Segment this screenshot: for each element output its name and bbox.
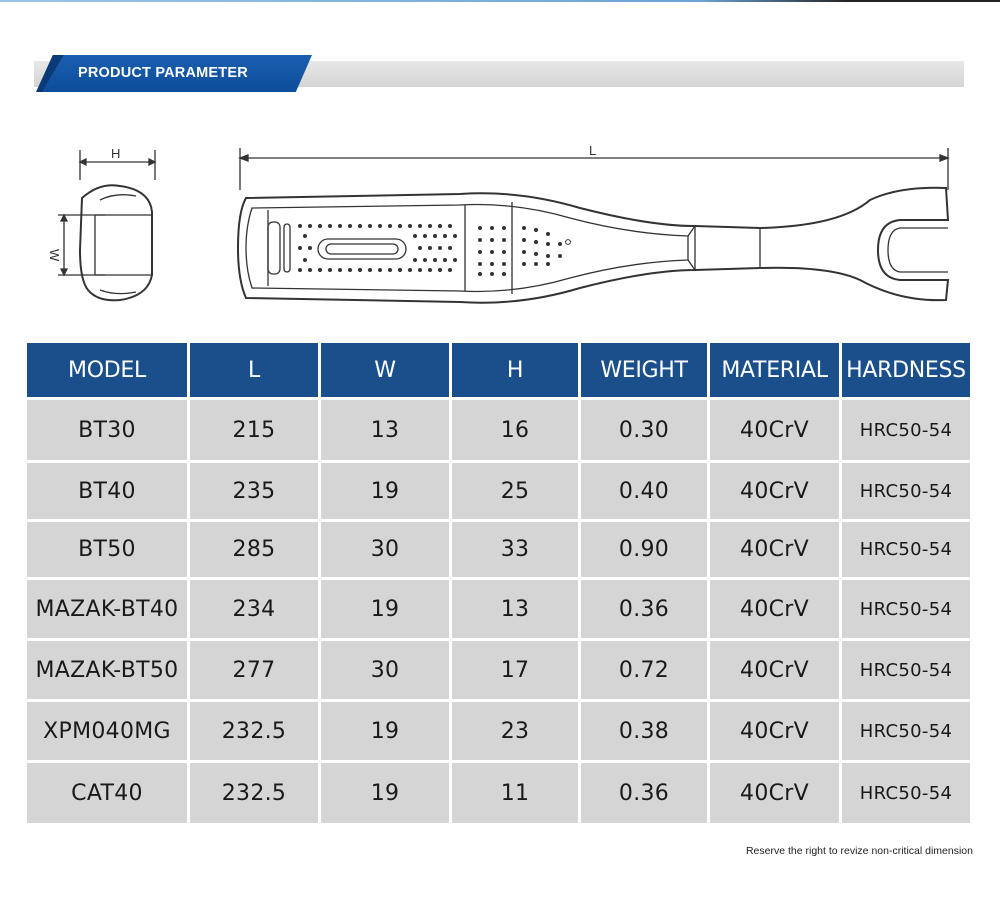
table-header-row bbox=[27, 343, 970, 397]
cell-model: MAZAK-BT40 bbox=[27, 580, 187, 638]
spec-table bbox=[24, 340, 973, 826]
cell-model: MAZAK-BT50 bbox=[27, 641, 187, 699]
cell-material: 40CrV bbox=[710, 522, 839, 577]
col-header-model: MODEL bbox=[27, 343, 187, 397]
wrench-drawing-icon bbox=[0, 130, 1000, 330]
table-row bbox=[27, 463, 970, 519]
cell-hardness: HRC50-54 bbox=[842, 580, 970, 638]
cell-l: 234 bbox=[190, 580, 318, 638]
cell-l: 232.5 bbox=[190, 763, 318, 823]
cell-material: 40CrV bbox=[710, 400, 839, 460]
cell-hardness: HRC50-54 bbox=[842, 763, 970, 823]
cell-material: 40CrV bbox=[710, 580, 839, 638]
cell-l: 235 bbox=[190, 463, 318, 519]
cell-h: 23 bbox=[452, 702, 578, 760]
cell-l: 232.5 bbox=[190, 702, 318, 760]
cell-w: 19 bbox=[321, 702, 449, 760]
cell-hardness: HRC50-54 bbox=[842, 702, 970, 760]
dim-label-w: W bbox=[47, 249, 62, 262]
cell-w: 19 bbox=[321, 463, 449, 519]
dim-label-h: H bbox=[111, 146, 121, 161]
cell-model: BT40 bbox=[27, 463, 187, 519]
cell-weight: 0.36 bbox=[581, 763, 707, 823]
cell-weight: 0.36 bbox=[581, 580, 707, 638]
cell-weight: 0.90 bbox=[581, 522, 707, 577]
cell-model: BT50 bbox=[27, 522, 187, 577]
col-header-h: H bbox=[452, 343, 578, 397]
cell-h: 25 bbox=[452, 463, 578, 519]
cell-h: 17 bbox=[452, 641, 578, 699]
col-header-hardness: HARDNESS bbox=[842, 343, 970, 397]
cell-l: 285 bbox=[190, 522, 318, 577]
cell-hardness: HRC50-54 bbox=[842, 641, 970, 699]
cell-h: 16 bbox=[452, 400, 578, 460]
cell-hardness: HRC50-54 bbox=[842, 400, 970, 460]
col-header-material: MATERIAL bbox=[710, 343, 839, 397]
cell-weight: 0.40 bbox=[581, 463, 707, 519]
cell-hardness: HRC50-54 bbox=[842, 463, 970, 519]
dim-label-l: L bbox=[589, 143, 597, 158]
cell-w: 13 bbox=[321, 400, 449, 460]
cell-material: 40CrV bbox=[710, 702, 839, 760]
footnote: Reserve the right to revize non-critical dimension bbox=[745, 845, 973, 857]
cell-h: 13 bbox=[452, 580, 578, 638]
cell-weight: 0.72 bbox=[581, 641, 707, 699]
cell-hardness: HRC50-54 bbox=[842, 522, 970, 577]
section-banner bbox=[34, 52, 964, 92]
cell-h: 11 bbox=[452, 763, 578, 823]
cell-w: 19 bbox=[321, 763, 449, 823]
table-row bbox=[27, 763, 970, 823]
cell-material: 40CrV bbox=[710, 463, 839, 519]
wrench-technical-drawing bbox=[0, 130, 1000, 330]
cell-l: 277 bbox=[190, 641, 318, 699]
cell-material: 40CrV bbox=[710, 763, 839, 823]
cell-w: 19 bbox=[321, 580, 449, 638]
cell-model: CAT40 bbox=[27, 763, 187, 823]
cell-model: XPM040MG bbox=[27, 702, 187, 760]
cell-weight: 0.30 bbox=[581, 400, 707, 460]
cell-h: 33 bbox=[452, 522, 578, 577]
cell-w: 30 bbox=[321, 641, 449, 699]
table-row bbox=[27, 400, 970, 460]
col-header-w: W bbox=[321, 343, 449, 397]
section-title: PRODUCT PARAMETER bbox=[78, 65, 248, 81]
table-row bbox=[27, 702, 970, 760]
table-row bbox=[27, 580, 970, 638]
col-header-weight: WEIGHT bbox=[581, 343, 707, 397]
top-accent-line bbox=[0, 0, 1000, 2]
cell-w: 30 bbox=[321, 522, 449, 577]
cell-model: BT30 bbox=[27, 400, 187, 460]
col-header-l: L bbox=[190, 343, 318, 397]
cell-weight: 0.38 bbox=[581, 702, 707, 760]
cell-material: 40CrV bbox=[710, 641, 839, 699]
table-row bbox=[27, 522, 970, 577]
table-row bbox=[27, 641, 970, 699]
cell-l: 215 bbox=[190, 400, 318, 460]
